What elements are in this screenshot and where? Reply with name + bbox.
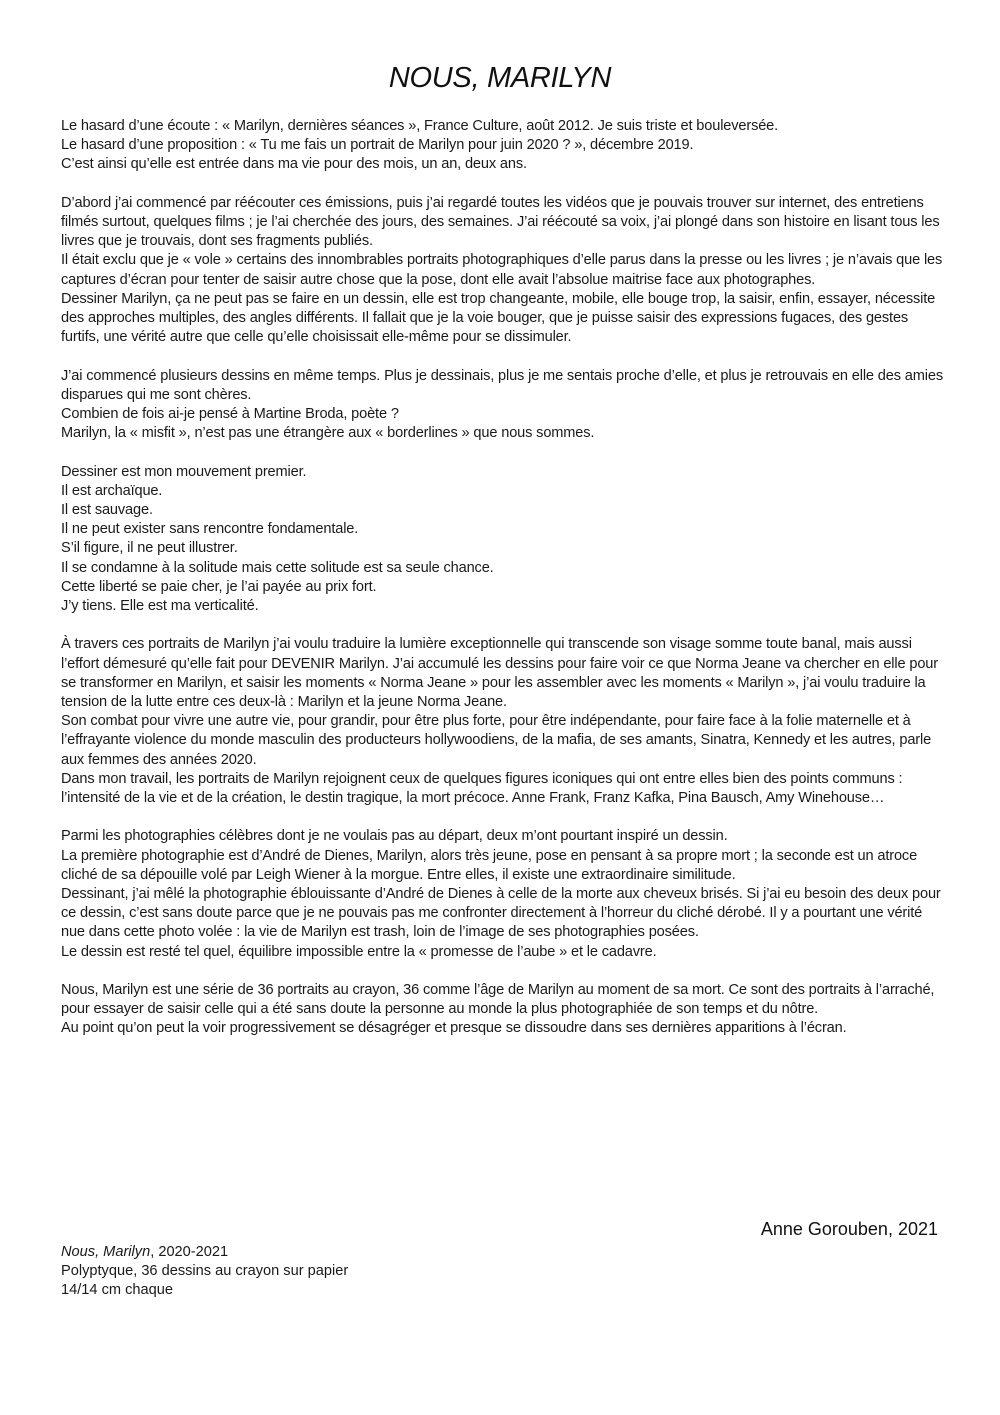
artwork-caption bbox=[61, 1243, 348, 1300]
text-line: À travers ces portraits de Marilyn j’ai voulu traduire la lumière exceptionnelle qui transcende son visage somme toute banal, mais aussi l’effort démesuré qu’elle fait pour DEVENIR Marilyn. J’ai accumulé les dessins pour faire voir ce que Norma Jeane va chercher en elle pour se transformer en Marilyn, et saisir les moments « Norma Jeane » pour les assembler avec les moments « Marilyn », j’ai voulu traduire la tension de la lutte entre ces deux-là : Marilyn et la jeune Norma Jeane. bbox=[61, 636, 942, 711]
caption-medium: Polyptyque, 36 dessins au crayon sur papier bbox=[61, 1263, 349, 1279]
caption-dimensions: 14/14 cm chaque bbox=[61, 1282, 173, 1298]
document-body bbox=[61, 117, 946, 1058]
paragraph-series bbox=[61, 981, 946, 1039]
text-line: Cette liberté se paie cher, je l’ai payée au prix fort. bbox=[61, 578, 377, 595]
text-line: Dessinant, j’ai mêlé la photographie éblouissante d’André de Dienes à celle de la morte aux cheveux brisés. Si j’ai eu besoin des deux pour ce dessin, c’est sans doute parce que je ne pouvais pas me confronter directement à l’horreur du cliché dérobé. Il y a pourtant une vérité nue dans cette photo volée : la vie de Marilyn est trash, loin de l’image de ses photographies posées. bbox=[61, 886, 945, 941]
text-line: Nous, Marilyn est une série de 36 portraits au crayon, 36 comme l’âge de Marilyn au moment de sa mort. Ce sont des portraits à l’arraché, pour essayer de saisir celle qui a été sans doute la personne au monde la plus photographiée de son temps et du nôtre. bbox=[61, 982, 939, 1018]
text-line: S’il figure, il ne peut illustrer. bbox=[61, 540, 238, 557]
text-line: Dessiner Marilyn, ça ne peut pas se faire en un dessin, elle est trop changeante, mobile, elle bouge trop, la saisir, enfin, essayer, nécessite des approches multiples, des angles différents. Il fallait que je la voie bouger, que je puisse saisir des expressions fugaces, des gestes furtifs, une vérité autre que celle qu’elle choisissait elle-même pour se dissimuler. bbox=[61, 290, 940, 346]
text-line: Combien de fois ai-je pensé à Martine Broda, poète ? bbox=[61, 406, 399, 423]
text-line: Dessiner est mon mouvement premier. bbox=[61, 463, 307, 480]
text-line: Il se condamne à la solitude mais cette solitude est sa seule chance. bbox=[61, 559, 494, 576]
text-line: C’est ainsi qu’elle est entrée dans ma vie pour des mois, un an, deux ans. bbox=[61, 156, 527, 173]
text-line: Au point qu’on peut la voir progressivement se désagréger et presque se dissoudre dans ses dernières apparitions à l’écran. bbox=[61, 1020, 847, 1037]
caption-work-dates: , 2020-2021 bbox=[150, 1244, 229, 1260]
text-line: Il est archaïque. bbox=[61, 482, 163, 499]
text-line: D’abord j’ai commencé par réécouter ces émissions, puis j’ai regardé toutes les vidéos que je pouvais trouver sur internet, des entretiens filmés surtout, quelques films ; je l’ai cherchée des jours, des semaines. J’ai réécouté sa voix, j’ai plongé dans son histoire en lisant tous les livres que je trouvais, dont ses fragments publiés. bbox=[61, 194, 944, 250]
caption-work-title: Nous, Marilyn bbox=[61, 1244, 151, 1260]
text-line: Parmi les photographies célèbres dont je ne voulais pas au départ, deux m’ont pourtant inspiré un dessin. bbox=[61, 828, 728, 845]
text-line: Il ne peut exister sans rencontre fondamentale. bbox=[61, 521, 359, 538]
text-line: Dans mon travail, les portraits de Marilyn rejoignent ceux de quelques figures iconiques qui ont entre elles bien des points communs : l’intensité de la vie et de la création, le destin tragique, la mort précoce. Anne Frank, Franz Kafka, Pina Bausch, Amy Winehouse… bbox=[61, 770, 907, 807]
text-line: Il était exclu que je « vole » certains des innombrables portraits photographiques d’elle parus dans la presse ou les livres ; je n’avais que les captures d’écran pour tenter de saisir autre chose que la pose, dont elle avait l’absolue maitrise face aux photographes. bbox=[61, 252, 947, 288]
text-line: J’ai commencé plusieurs dessins en même temps. Plus je dessinais, plus je me sentais proche d’elle, et plus je retrouvais en elle des amies disparues qui me sont chères. bbox=[61, 367, 947, 403]
text-line: La première photographie est d’André de Dienes, Marilyn, alors très jeune, pose en pensant à sa propre mort ; la seconde est un atroce cliché de sa dépouille volé par Leigh Wiener à la morgue. Entre elles, il existe une extraordinaire similitude. bbox=[61, 847, 921, 883]
paragraph-manifesto bbox=[61, 463, 946, 617]
caption-title-line bbox=[61, 1243, 348, 1262]
paragraph-drawings bbox=[61, 367, 946, 444]
paragraph-research bbox=[61, 194, 946, 348]
text-line: Marilyn, la « misfit », n’est pas une étrangère aux « borderlines » que nous sommes. bbox=[61, 425, 595, 442]
paragraph-intro bbox=[61, 117, 946, 175]
document-title: NOUS, MARILYN bbox=[388, 62, 612, 94]
text-line: Il est sauvage. bbox=[61, 502, 153, 519]
text-line: Son combat pour vivre une autre vie, pour grandir, pour être plus forte, pour être indépendante, pour faire face à la folie maternelle et à l’effrayante violence du monde masculin des producteurs hollywoodiens, de la mafia, de ses amants, Sinatra, Kennedy et les autres, parle aux femmes des années 2020. bbox=[61, 713, 935, 768]
text-line: Le dessin est resté tel quel, équilibre impossible entre la « promesse de l’aube » et le cadavre. bbox=[61, 943, 657, 960]
text-line: J’y tiens. Elle est ma verticalité. bbox=[61, 598, 259, 615]
author-signature: Anne Gorouben, 2021 bbox=[760, 1219, 938, 1239]
paragraph-photographs bbox=[61, 827, 946, 961]
paragraph-portraits bbox=[61, 635, 946, 808]
text-line: Le hasard d’une proposition : « Tu me fais un portrait de Marilyn pour juin 2020 ? », décembre 2019. bbox=[61, 137, 694, 154]
text-line: Le hasard d’une écoute : « Marilyn, dernières séances », France Culture, août 2012. Je suis triste et bouleversée. bbox=[61, 118, 779, 134]
